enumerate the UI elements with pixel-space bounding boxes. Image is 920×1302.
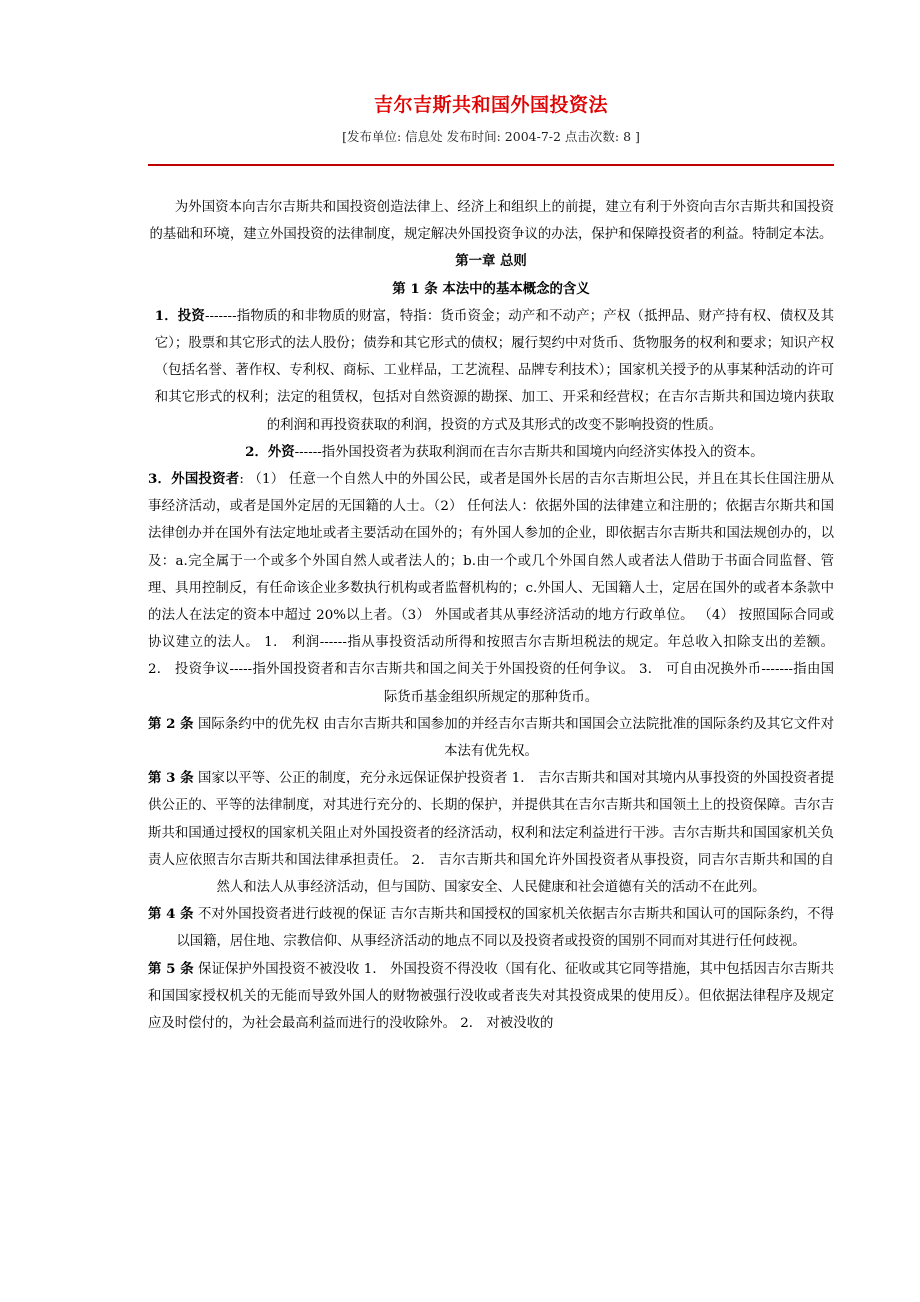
article-text: 不对外国投资者进行歧视的保证 吉尔吉斯共和国授权的国家机关依据吉尔吉斯共和国认可的国际条约，不得以国籍，居住地、宗教信仰、从事经济活动的地点不同以及投资者或投资的国别不同而对其进行任何歧视。 (176, 907, 834, 950)
article-label: 第 5 条 (148, 960, 194, 977)
article-label: 第 4 条 (148, 906, 194, 923)
definition-text: -------指物质的和非物质的财富，特指：货币资金；动产和不动产；产权（抵押品、财产持有权、债权及其它）；股票和其它形式的法人股份；债券和其它形式的债权；履行契约中对货币、货物服务的权利和要求；知识产权（包括名誉、著作权、专利权、商标、工业样品，工艺流程、品牌专利技术）；国家机关授予的从事某种活动的许可和其它形式的权利；法定的租赁权，包括对自然资源的勘探、加工、开采和经营权；在吉尔吉斯共和国边境内获取的利润和再投资获取的利润，投资的方式及其形式的改变不影响投资的性质。 (154, 308, 835, 433)
article-4 (148, 901, 834, 955)
definition-term: 3．外国投资者 (148, 471, 240, 488)
title-divider (148, 164, 834, 166)
article-text: 国际条约中的优先权 由吉尔吉斯共和国参加的并经吉尔吉斯共和国国会立法院批准的国际条约及其它文件对本法有优先权。 (193, 716, 834, 760)
publish-info: [发布单位: 信息处 发布时间: 2004-7-2 点击次数: 8 ] (342, 129, 640, 144)
definition-text: : （1） 任意一个自然人中的外国公民，或者是国外长居的吉尔吉斯坦公民，并且在其长住国注册从事经济活动，或者是国外定居的无国籍的人士。（2） 任何法人：依据外国的法律建立和注册的；依据吉尔斯共和国法律创办并在国外有法定地址或者主要活动在国外的；有外国人参加的企业，即依据吉尔吉斯共和国法规创办的，以及：a.完全属于一个或多个外国自然人或者法人的；b.由一个或几个外国自然人或者法人借助于书面合同监督、管理、具用控制反，有任命该企业多数执行机构或者监督机构的；c.外国人、无国籍人士，定居在国外的或者本条款中的法人在法定的资本中超过 20%以上者。（3） 外国或者其从事经济活动的地方行政单位。 （4） 按照国际合同或协议建立的法人。 1． 利润------指从事投资活动所得和按照吉尔吉斯坦税法的规定。年总收入扣除支出的差额。 2． 投资争议-----指外国投资者和吉尔吉斯共和国之间关于外国投资的任何争议。 3． 可自由况换外币-------指由国际货币基金组织所规定的那种货币。 (148, 472, 834, 705)
article-label: 第 2 条 (148, 715, 194, 732)
document-body (148, 194, 834, 1037)
chapter-heading: 第一章 总则 (455, 253, 527, 270)
definition-text: ------指外国投资者为获取利润而在吉尔吉斯共和国境内向经济实体投入的资本。 (294, 444, 764, 460)
article-1-heading: 第 1 条 本法中的基本概念的含义 (392, 280, 590, 297)
article-label: 第 3 条 (148, 770, 194, 787)
article-5 (148, 956, 834, 1038)
article-text: 国家以平等、公正的制度，充分永远保证保护投资者 1． 吉尔吉斯共和国对其境内从事投资的外国投资者提供公正的、平等的法律制度，对其进行充分的、长期的保护，并提供其在吉尔吉斯共和国领土上的投资保障。吉尔吉斯共和国通过授权的国家机关阻止对外国投资者的经济活动，权利和法定利益进行干涉。吉尔吉斯共和国国家机关负责人应依照吉尔吉斯共和国法律承担责任。 2． 吉尔吉斯共和国允许外国投资者从事投资，同吉尔吉斯共和国的自然人和法人从事经济活动，但与国防、国家安全、人民健康和社会道德有关的活动不在此列。 (148, 771, 834, 896)
intro-paragraph: 为外国资本向吉尔吉斯共和国投资创造法律上、经济上和组织上的前提，建立有利于外资向吉尔吉斯共和国投资的基础和环境，建立外国投资的法律制度，规定解决外国投资争议的办法，保护和保障投资者的利益。特制定本法。 (149, 200, 834, 243)
page-title: 吉尔吉斯共和国外国投资法 (373, 94, 608, 116)
document-page (148, 92, 834, 1037)
definition-foreign-capital (148, 439, 834, 466)
definition-investment (148, 303, 834, 439)
definition-term: 2．外资 (245, 443, 295, 460)
article-2 (148, 711, 834, 765)
article-text: 保证保护外国投资不被没收 1． 外国投资不得没收（国有化、征收或其它同等措施，其中包括因吉尔吉斯共和国国家授权机关的无能而导致外国人的财物被强行没收或者丧失对其投资成果的使用反）。但依据法律程序及规定应及时偿付的，为社会最高利益而进行的没收除外。 2． 对被没收的 (148, 961, 834, 1032)
article-3 (148, 765, 834, 901)
definition-foreign-investor (148, 466, 834, 711)
definition-term: 1．投资 (154, 307, 205, 324)
